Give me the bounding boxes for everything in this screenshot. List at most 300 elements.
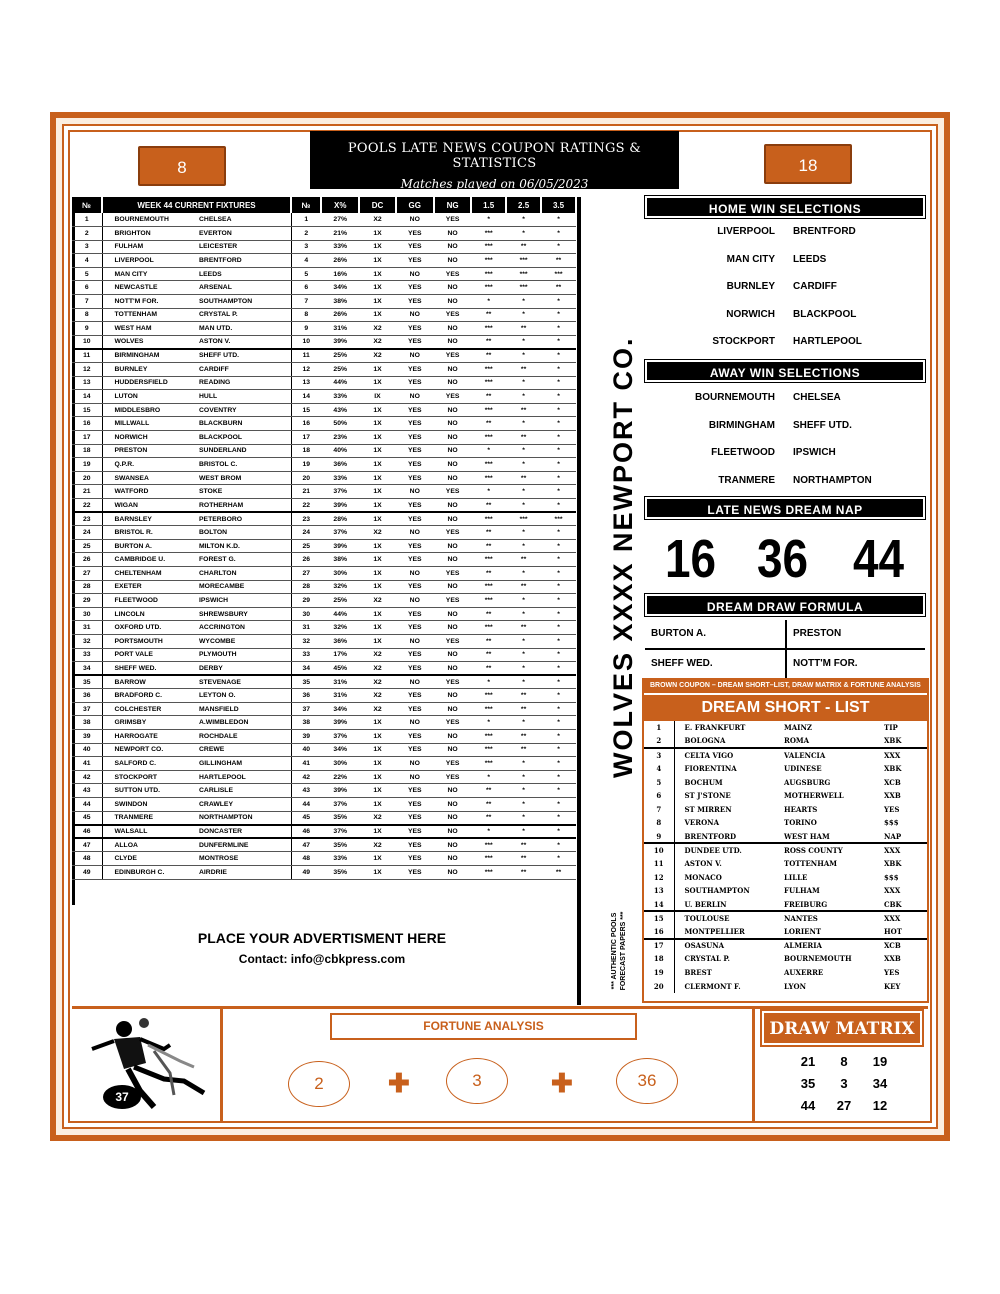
home-team: EXETER (102, 580, 197, 594)
home-team: BOURNEMOUTH (102, 213, 197, 227)
column-header: DC (359, 197, 395, 213)
column-header: GG (396, 197, 434, 213)
away-team: SOUTHAMPTON (197, 295, 291, 309)
fixture-cell: 28 (72, 580, 102, 594)
fixture-cell: * (506, 607, 541, 621)
fixture-cell: 1X (359, 607, 395, 621)
short-list-cell: U. BERLIN (684, 899, 727, 909)
short-list-row (644, 979, 927, 993)
fixture-cell: *** (471, 471, 506, 485)
advert-contact[interactable]: Contact: info@cbkpress.com (238, 952, 406, 966)
fixture-cell: YES (396, 376, 434, 390)
fixture-cell: YES (396, 431, 434, 445)
away-team: CARLISLE (197, 784, 291, 798)
away-team: BLACKBURN (197, 417, 291, 431)
home-team: EDINBURGH C. (102, 866, 197, 880)
fixture-row (72, 376, 576, 390)
fixture-cell: 1X (359, 267, 395, 281)
fixture-cell: NO (434, 689, 471, 703)
fixture-row (72, 675, 576, 689)
short-list-cell: VALENCIA (784, 748, 884, 762)
home-team: LIVERPOOL (102, 254, 197, 268)
fixture-cell: *** (471, 730, 506, 744)
fixture-cell: 11 (291, 349, 321, 363)
fixture-cell: 1X (359, 770, 395, 784)
fixture-cell: 1X (359, 784, 395, 798)
fixture-row (72, 363, 576, 377)
fixture-cell: YES (396, 825, 434, 839)
fixture-cell: ** (471, 648, 506, 662)
home-team: OXFORD UTD. (102, 621, 197, 635)
fixture-cell: * (541, 553, 576, 567)
fixture-cell: YES (434, 267, 471, 281)
fixture-row (72, 390, 576, 404)
selection-away: HARTLEPOOL (793, 336, 862, 347)
fortune-value: 2 (288, 1061, 350, 1107)
fixture-cell: NO (434, 458, 471, 472)
away-team: BRENTFORD (197, 254, 291, 268)
fixture-cell: 47 (291, 838, 321, 852)
short-list-cell: XXX (884, 843, 927, 857)
fixture-cell: NO (434, 376, 471, 390)
away-team: MONTROSE (197, 852, 291, 866)
fixture-cell: YES (396, 798, 434, 812)
fixture-cell: YES (396, 784, 434, 798)
fixture-cell: X2 (359, 675, 395, 689)
fixture-cell: YES (396, 227, 434, 241)
fixture-cell: NO (434, 444, 471, 458)
fixture-cell: * (506, 349, 541, 363)
home-team: BRISTOL R. (102, 526, 197, 540)
fixture-cell: NO (434, 553, 471, 567)
fixture-cell: 22% (321, 770, 359, 784)
fixture-cell: NO (396, 594, 434, 608)
fixture-cell: X2 (359, 648, 395, 662)
short-list-cell: 11 (644, 857, 674, 871)
fixture-cell: 1X (359, 471, 395, 485)
fixture-cell: 40 (291, 743, 321, 757)
fixture-cell: YES (434, 770, 471, 784)
fixture-cell: ** (541, 866, 576, 880)
fixture-row (72, 607, 576, 621)
dream-short-list (642, 678, 929, 1003)
selection-home: NORWICH (726, 308, 775, 320)
short-list-cell: XBK (884, 736, 902, 746)
fixture-row (72, 485, 576, 499)
fixture-cell: 17 (291, 431, 321, 445)
fixture-cell: *** (471, 838, 506, 852)
fixture-row (72, 825, 576, 839)
short-list-row (644, 748, 927, 762)
fixture-cell: * (506, 295, 541, 309)
away-team: CHARLTON (197, 566, 291, 580)
fixture-cell: * (506, 662, 541, 676)
fixture-cell: ** (471, 498, 506, 512)
away-team: MILTON K.D. (197, 539, 291, 553)
fixture-cell: * (541, 458, 576, 472)
fixture-cell: NO (434, 743, 471, 757)
fixture-cell: ** (506, 553, 541, 567)
home-team: SHEFF WED. (102, 662, 197, 676)
fixtures-header (72, 197, 576, 213)
draw-formula-cell: BURTON A. (645, 620, 787, 650)
fixture-cell: * (541, 349, 576, 363)
selection-away: BRENTFORD (793, 226, 856, 237)
fixture-cell: 1X (359, 444, 395, 458)
selection-home: MAN CITY (726, 253, 775, 265)
home-team: PORTSMOUTH (102, 634, 197, 648)
home-team: MIDDLESBRO (102, 403, 197, 417)
fixture-cell: *** (506, 267, 541, 281)
fixture-cell: 34 (291, 662, 321, 676)
short-list-row (644, 925, 927, 939)
fixture-cell: YES (396, 621, 434, 635)
home-team: BRIGHTON (102, 227, 197, 241)
fixture-cell: 1X (359, 852, 395, 866)
fixture-cell: * (541, 689, 576, 703)
fixture-cell: ** (471, 798, 506, 812)
fixture-cell: NO (434, 403, 471, 417)
fixture-cell: 35 (72, 675, 102, 689)
short-list-row (644, 884, 927, 898)
away-team: WEST BROM (197, 471, 291, 485)
short-list-row (644, 775, 927, 789)
fixture-cell: YES (396, 730, 434, 744)
draw-matrix-grid (790, 1054, 910, 1120)
short-list-cell: BOCHUM (684, 777, 723, 787)
short-list-cell: ST MIRREN (684, 804, 732, 814)
fixture-cell: 1X (359, 308, 395, 322)
short-list-cell: 13 (644, 884, 674, 898)
fixture-cell: 44% (321, 376, 359, 390)
fixture-cell: 1X (359, 227, 395, 241)
fixture-cell: 34 (72, 662, 102, 676)
away-team: COVENTRY (197, 403, 291, 417)
fixture-cell: 30 (291, 607, 321, 621)
fixture-cell: 35% (321, 866, 359, 880)
fixture-cell: 9 (72, 322, 102, 336)
fixture-cell: NO (434, 811, 471, 825)
fixture-row (72, 811, 576, 825)
fixture-cell: X2 (359, 838, 395, 852)
short-list-row (644, 857, 927, 871)
fixture-cell: YES (396, 254, 434, 268)
fixture-cell: ** (506, 403, 541, 417)
fixture-cell: X2 (359, 349, 395, 363)
home-team: HUDDERSFIELD (102, 376, 197, 390)
fixture-cell: 22 (72, 498, 102, 512)
short-list-row (644, 966, 927, 980)
fixture-cell: 1X (359, 512, 395, 526)
fixture-cell: ** (506, 852, 541, 866)
fixture-cell: ** (541, 254, 576, 268)
fixture-cell: 32 (291, 634, 321, 648)
fixture-cell: * (541, 390, 576, 404)
fixture-cell: ** (506, 471, 541, 485)
fixture-cell: 31% (321, 675, 359, 689)
home-team: Q.P.R. (102, 458, 197, 472)
fixture-cell: 23 (72, 512, 102, 526)
column-header: X% (321, 197, 359, 213)
fixture-row (72, 458, 576, 472)
fixture-cell: 33 (72, 648, 102, 662)
short-list-cell: CLERMONT F. (684, 981, 741, 991)
fixture-cell: ** (506, 240, 541, 254)
fixture-cell: 1X (359, 716, 395, 730)
footer-divider (752, 1009, 755, 1121)
fixture-cell: *** (541, 512, 576, 526)
home-team: NOTT'M FOR. (102, 295, 197, 309)
fixture-cell: 45% (321, 662, 359, 676)
fixture-cell: 41 (72, 757, 102, 771)
fixture-cell: * (506, 634, 541, 648)
fixture-cell: * (541, 498, 576, 512)
fixture-cell: 1X (359, 485, 395, 499)
column-header: WEEK 44 CURRENT FIXTURES (102, 197, 291, 213)
fixture-cell: ** (506, 702, 541, 716)
away-win-title: AWAY WIN SELECTIONS (645, 360, 925, 382)
fixture-row (72, 580, 576, 594)
fixture-cell: * (541, 852, 576, 866)
fixture-cell: ** (471, 390, 506, 404)
fixture-cell: NO (434, 580, 471, 594)
short-list-cell: 5 (644, 775, 674, 789)
fixture-cell: * (541, 322, 576, 336)
fixture-cell: 1X (359, 757, 395, 771)
fixture-cell: 1X (359, 240, 395, 254)
fixture-cell: ** (506, 580, 541, 594)
fixture-cell: NO (434, 539, 471, 553)
fixture-cell: * (541, 702, 576, 716)
fixture-cell: ** (506, 838, 541, 852)
fixture-cell: * (506, 539, 541, 553)
short-list-cell: 18 (644, 952, 674, 966)
fixture-cell: ** (506, 730, 541, 744)
fixture-cell: 1X (359, 580, 395, 594)
fixture-cell: 34% (321, 743, 359, 757)
fixture-cell: 43 (72, 784, 102, 798)
short-list-row (644, 911, 927, 925)
fixture-cell: 1X (359, 634, 395, 648)
fixture-cell: 39% (321, 784, 359, 798)
left-badge: 8 (138, 146, 226, 186)
fixture-cell: NO (396, 308, 434, 322)
fixture-cell: 37 (72, 702, 102, 716)
fixture-row (72, 621, 576, 635)
fixture-cell: ** (471, 335, 506, 349)
fixture-cell: 26% (321, 308, 359, 322)
fixture-cell: ** (471, 607, 506, 621)
fixture-cell: 49 (72, 866, 102, 880)
fixture-cell: 25 (291, 539, 321, 553)
home-team: PRESTON (102, 444, 197, 458)
away-team: PETERBORO (197, 512, 291, 526)
away-team: DUNFERMLINE (197, 838, 291, 852)
fixture-cell: YES (396, 240, 434, 254)
short-list-cell: $$$ (884, 818, 899, 828)
right-panel (645, 196, 925, 676)
page-subtitle: Matches played on 06/05/2023 (400, 177, 589, 191)
short-list-cell: 15 (644, 911, 674, 925)
fixture-cell: YES (396, 471, 434, 485)
advert-title: PLACE YOUR ADVERTISMENT HERE (197, 930, 447, 946)
fixture-cell: YES (396, 852, 434, 866)
home-team: WATFORD (102, 485, 197, 499)
fixture-cell: 36% (321, 634, 359, 648)
fixture-cell: * (506, 648, 541, 662)
fixture-cell: 44% (321, 607, 359, 621)
fixture-cell: 29 (72, 594, 102, 608)
fixture-cell: 38 (72, 716, 102, 730)
fixture-cell: YES (434, 349, 471, 363)
away-team: SUNDERLAND (197, 444, 291, 458)
selection-away: IPSWICH (793, 447, 836, 458)
fixture-cell: 1X (359, 458, 395, 472)
fixture-cell: 39% (321, 498, 359, 512)
fixture-cell: 43% (321, 403, 359, 417)
fixture-cell: 18 (72, 444, 102, 458)
fixture-cell: ** (471, 417, 506, 431)
fixture-cell: * (506, 675, 541, 689)
matrix-cell: 34 (872, 1076, 888, 1091)
home-team: TRANMERE (102, 811, 197, 825)
fixture-cell: *** (471, 512, 506, 526)
home-team: BARNSLEY (102, 512, 197, 526)
fixture-cell: 1X (359, 431, 395, 445)
fixture-cell: * (541, 798, 576, 812)
fixture-cell: 2 (72, 227, 102, 241)
fixture-cell: * (506, 485, 541, 499)
fixture-cell: NO (434, 431, 471, 445)
short-list-cell: CRYSTAL P. (684, 954, 730, 964)
column-header: 3.5 (541, 197, 576, 213)
fixture-cell: YES (434, 213, 471, 227)
fixture-cell: 16 (72, 417, 102, 431)
fixture-cell: 36% (321, 458, 359, 472)
fixture-cell: 6 (72, 281, 102, 295)
fixture-cell: X2 (359, 526, 395, 540)
fixture-cell: NO (434, 322, 471, 336)
fixture-row (72, 526, 576, 540)
fixture-cell: * (506, 458, 541, 472)
fixture-cell: * (541, 607, 576, 621)
fixture-cell: X2 (359, 689, 395, 703)
fixture-cell: ** (471, 662, 506, 676)
fixture-cell: * (506, 784, 541, 798)
fixture-cell: NO (434, 784, 471, 798)
fixture-cell: *** (471, 376, 506, 390)
selection-home: FLEETWOOD (711, 447, 775, 458)
selection-home: BIRMINGHAM (708, 419, 775, 431)
fortune-value: 3 (446, 1058, 508, 1104)
fixture-cell: *** (471, 281, 506, 295)
fixture-cell: NO (396, 757, 434, 771)
fixture-cell: * (541, 648, 576, 662)
fixture-cell: YES (396, 363, 434, 377)
away-team: STEVENAGE (197, 675, 291, 689)
authentic-note-box (610, 905, 630, 1000)
fixture-cell: YES (396, 335, 434, 349)
fixture-cell: *** (506, 254, 541, 268)
fixture-row (72, 539, 576, 553)
fixture-cell: 5 (72, 267, 102, 281)
fixture-cell: * (506, 757, 541, 771)
fixture-cell: *** (541, 267, 576, 281)
short-list-row (644, 789, 927, 803)
away-team: CRYSTAL P. (197, 308, 291, 322)
column-header: 1.5 (471, 197, 506, 213)
selection-away: NORTHAMPTON (793, 474, 872, 486)
home-team: LUTON (102, 390, 197, 404)
fixture-cell: 20 (72, 471, 102, 485)
fixture-row (72, 866, 576, 880)
fixture-row (72, 295, 576, 309)
fixture-row (72, 308, 576, 322)
fixture-cell: 33% (321, 471, 359, 485)
fixture-cell: YES (396, 811, 434, 825)
away-team: GILLINGHAM (197, 757, 291, 771)
fixture-cell: * (541, 444, 576, 458)
fixture-cell: 23 (291, 512, 321, 526)
fixture-cell: 37% (321, 825, 359, 839)
fixture-cell: NO (396, 566, 434, 580)
fixture-cell: NO (434, 363, 471, 377)
plus-icon: ✚ (388, 1068, 410, 1098)
home-team: SUTTON UTD. (102, 784, 197, 798)
short-list-row (644, 939, 927, 953)
fixture-cell: NO (434, 798, 471, 812)
fixture-cell: 16% (321, 267, 359, 281)
fixture-cell: 25% (321, 594, 359, 608)
fixture-cell: 38% (321, 295, 359, 309)
home-team: SWANSEA (102, 471, 197, 485)
short-list-cell: XXB (884, 954, 901, 964)
fixture-cell: ** (471, 526, 506, 540)
fixture-cell: 44 (291, 798, 321, 812)
fixture-cell: NO (434, 838, 471, 852)
short-list-cell: HOT (884, 926, 902, 936)
fixture-row (72, 227, 576, 241)
fixture-cell: 49 (291, 866, 321, 880)
fixture-cell: * (541, 295, 576, 309)
fixture-cell: YES (396, 403, 434, 417)
fixture-cell: 45 (291, 811, 321, 825)
fixture-cell: 1X (359, 553, 395, 567)
dream-nap-title: LATE NEWS DREAM NAP (645, 497, 925, 519)
fixture-cell: 1X (359, 254, 395, 268)
fixture-cell: 37% (321, 730, 359, 744)
fixture-cell: 13 (291, 376, 321, 390)
short-list-cell: LYON (784, 981, 806, 991)
fixture-cell: *** (471, 458, 506, 472)
fixture-cell: ** (506, 363, 541, 377)
fixture-row (72, 784, 576, 798)
fixture-cell: 26% (321, 254, 359, 268)
fixture-cell: * (541, 621, 576, 635)
fixture-cell: * (506, 825, 541, 839)
brown-coupon-caption: BROWN COUPON – DREAM SHORT–LIST, DRAW MATRIX & FORTUNE ANALYSIS (644, 680, 927, 693)
away-team: HULL (197, 390, 291, 404)
fixture-cell: 40% (321, 444, 359, 458)
fixture-cell: 21 (72, 485, 102, 499)
away-team: NORTHAMPTON (197, 811, 291, 825)
fixture-cell: 12 (291, 363, 321, 377)
fixture-cell: X2 (359, 594, 395, 608)
home-team: WEST HAM (102, 322, 197, 336)
home-team: BURNLEY (102, 363, 197, 377)
home-team: BRADFORD C. (102, 689, 197, 703)
fixture-cell: YES (396, 553, 434, 567)
